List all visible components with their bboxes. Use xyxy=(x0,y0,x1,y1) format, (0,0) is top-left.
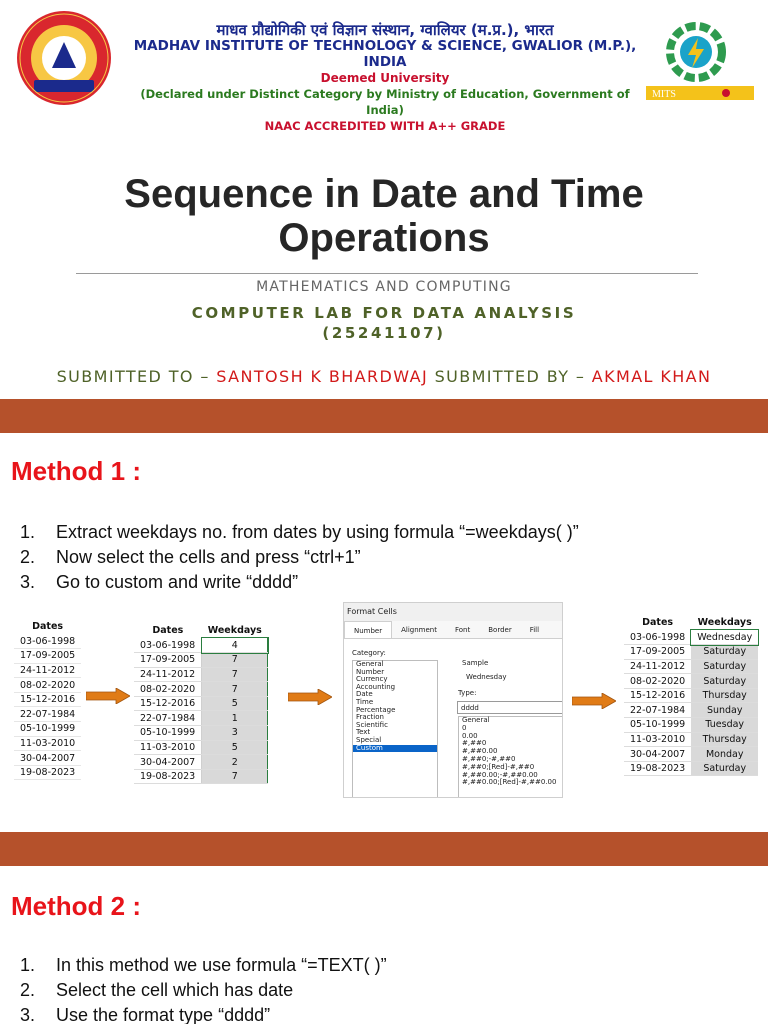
tab-border[interactable]: Border xyxy=(488,626,512,634)
sample-value: Wednesday xyxy=(466,673,507,681)
right-arrow-icon xyxy=(288,689,332,705)
list-item: 2. Now select the cells and press “ctrl+1” xyxy=(20,547,361,567)
list-item[interactable]: 0 xyxy=(462,723,467,732)
column-header: Weekdays xyxy=(207,624,262,636)
table-cell: 03-06-1998 xyxy=(14,634,81,649)
list-item[interactable]: #,##0.00 xyxy=(462,747,498,756)
table-row: 11-03-2010 Thursday xyxy=(624,732,758,747)
weekday-name-table xyxy=(624,614,768,776)
table-row: 17-09-2005 Saturday xyxy=(624,645,758,660)
deemed-university-label: Deemed University xyxy=(320,71,450,85)
list-item: 2. Select the cell which has date xyxy=(20,980,294,1000)
course-title: COMPUTER LAB FOR DATA ANALYSIS xyxy=(191,304,577,322)
submitted-to-label: SUBMITTED TO – xyxy=(56,367,217,386)
table-row: 22-07-1984 1 xyxy=(134,711,268,726)
table-cell: 11-03-2010 xyxy=(14,736,81,751)
column-header: Dates xyxy=(642,616,674,628)
list-item[interactable]: #,##0.00;-#,##0.00 xyxy=(462,770,538,779)
list-item[interactable]: Accounting xyxy=(356,682,396,691)
submitted-by-name: AKMAL KHAN xyxy=(591,367,712,386)
category-label: Category: xyxy=(352,649,386,657)
right-arrow-icon xyxy=(86,688,130,704)
list-item[interactable]: 0.00 xyxy=(462,731,478,740)
list-item: 3. Go to custom and write “dddd” xyxy=(20,572,299,592)
list-item[interactable]: Special xyxy=(356,735,382,744)
institute-name-block xyxy=(120,22,650,134)
type-input[interactable]: dddd xyxy=(457,701,563,714)
slide-divider-band xyxy=(0,832,768,866)
category-list[interactable] xyxy=(352,660,438,798)
list-item[interactable]: Date xyxy=(356,690,373,699)
table-row: 08-02-2020 Saturday xyxy=(624,674,758,689)
column-header: Dates xyxy=(32,620,64,632)
slide-divider-band xyxy=(0,399,768,433)
method-2-steps xyxy=(20,953,387,1024)
table-row: 24-11-2012 Saturday xyxy=(624,659,758,674)
list-item[interactable]: Time xyxy=(356,697,374,706)
table-cell: 15-12-2016 xyxy=(14,692,81,707)
table-cell: 24-11-2012 xyxy=(14,663,81,678)
list-item-selected[interactable]: Custom xyxy=(353,745,437,753)
title-divider xyxy=(76,273,698,274)
table-row: 30-04-2007 2 xyxy=(134,755,268,770)
mits-logo xyxy=(644,18,756,104)
list-item[interactable]: Percentage xyxy=(356,705,396,714)
tab-number[interactable]: Number xyxy=(344,621,392,638)
list-item[interactable]: Currency xyxy=(356,675,388,684)
table-cell: 19-08-2023 xyxy=(14,765,81,780)
list-item[interactable]: Scientific xyxy=(356,720,388,729)
list-item[interactable]: #,##0 xyxy=(462,739,487,748)
table-cell: 30-04-2007 xyxy=(14,751,81,766)
table-row: 24-11-2012 7 xyxy=(134,667,268,682)
list-item: 1. Extract weekdays no. from dates by using formula “=weekdays( )” xyxy=(20,522,579,542)
tab-fill[interactable]: Fill xyxy=(529,626,540,634)
page-title: Sequence in Date and Time Operations xyxy=(124,172,644,260)
table-row: 19-08-2023 Saturday xyxy=(624,761,758,776)
table-row: 19-08-2023 7 xyxy=(134,769,268,784)
table-row: 30-04-2007 Monday xyxy=(624,747,758,762)
column-header: Dates xyxy=(152,624,184,636)
table-cell: 17-09-2005 xyxy=(14,649,81,664)
column-header: Weekdays xyxy=(697,616,752,628)
institute-name-hindi: माधव प्रौद्योगिकी एवं विज्ञान संस्थान, ग्वालियर (म.प्र.), भारत xyxy=(216,21,554,39)
submission-line xyxy=(0,367,768,386)
table-row: 22-07-1984 Sunday xyxy=(624,703,758,718)
format-cells-dialog xyxy=(343,602,563,798)
list-item: 3. Use the format type “dddd” xyxy=(20,1005,271,1024)
table-row: 15-12-2016 Thursday xyxy=(624,688,758,703)
dialog-tabs xyxy=(344,621,562,639)
list-item[interactable]: General xyxy=(356,660,384,668)
dates-table xyxy=(14,618,84,780)
type-label: Type: xyxy=(458,689,477,697)
tab-font[interactable]: Font xyxy=(455,626,471,634)
method-1-heading: Method 1 : xyxy=(11,456,141,486)
right-arrow-icon xyxy=(572,693,616,709)
table-cell: 22-07-1984 xyxy=(14,707,81,722)
method-1-steps xyxy=(20,520,579,595)
list-item[interactable]: General xyxy=(462,716,490,724)
declared-category-note: (Declared under Distinct Category by Ministry of Education, Government of India) xyxy=(140,87,630,117)
table-row: 15-12-2016 5 xyxy=(134,696,268,711)
dialog-title: Format Cells xyxy=(344,603,562,621)
list-item[interactable]: #,##0.00;[Red]-#,##0.00 xyxy=(462,778,557,787)
institute-name-english: MADHAV INSTITUTE OF TECHNOLOGY & SCIENCE, GWALIOR (M.P.), INDIA xyxy=(133,38,637,70)
submitted-to-name: SANTOSH K BHARDWAJ xyxy=(216,367,429,386)
course-name xyxy=(0,303,768,343)
list-item[interactable]: #,##0;-#,##0 xyxy=(462,754,516,763)
table-row: 11-03-2010 5 xyxy=(134,740,268,755)
list-item: 1. In this method we use formula “=TEXT( )” xyxy=(20,955,387,975)
institute-header xyxy=(0,0,768,133)
table-row: 05-10-1999 3 xyxy=(134,726,268,741)
weekday-number-table xyxy=(134,622,278,784)
list-item[interactable]: Number xyxy=(356,667,385,676)
list-item[interactable]: #,##0;[Red]-#,##0 xyxy=(462,762,535,771)
naac-grade-label: NAAC ACCREDITED WITH A++ GRADE xyxy=(264,119,506,133)
table-row: 08-02-2020 7 xyxy=(134,682,268,697)
submitted-by-label: SUBMITTED BY – xyxy=(428,367,592,386)
sample-label: Sample xyxy=(462,659,489,667)
table-cell: 05-10-1999 xyxy=(14,722,81,737)
table-row: 03-06-1998 Wednesday xyxy=(624,630,758,645)
institute-seal-logo xyxy=(14,8,114,108)
list-item[interactable]: Text xyxy=(356,728,371,737)
method-2-heading: Method 2 : xyxy=(11,891,141,921)
table-row: 17-09-2005 7 xyxy=(134,653,268,668)
list-item[interactable]: Fraction xyxy=(356,713,384,722)
subject-label: MATHEMATICS AND COMPUTING xyxy=(256,279,512,295)
table-cell: 08-02-2020 xyxy=(14,678,81,693)
course-code: (25241107) xyxy=(322,324,446,342)
tab-alignment[interactable]: Alignment xyxy=(401,626,437,634)
type-code-list[interactable] xyxy=(458,716,563,798)
table-row: 03-06-1998 4 xyxy=(134,638,268,653)
svg-text:MITS: MITS xyxy=(652,89,676,100)
table-row: 05-10-1999 Tuesday xyxy=(624,718,758,733)
